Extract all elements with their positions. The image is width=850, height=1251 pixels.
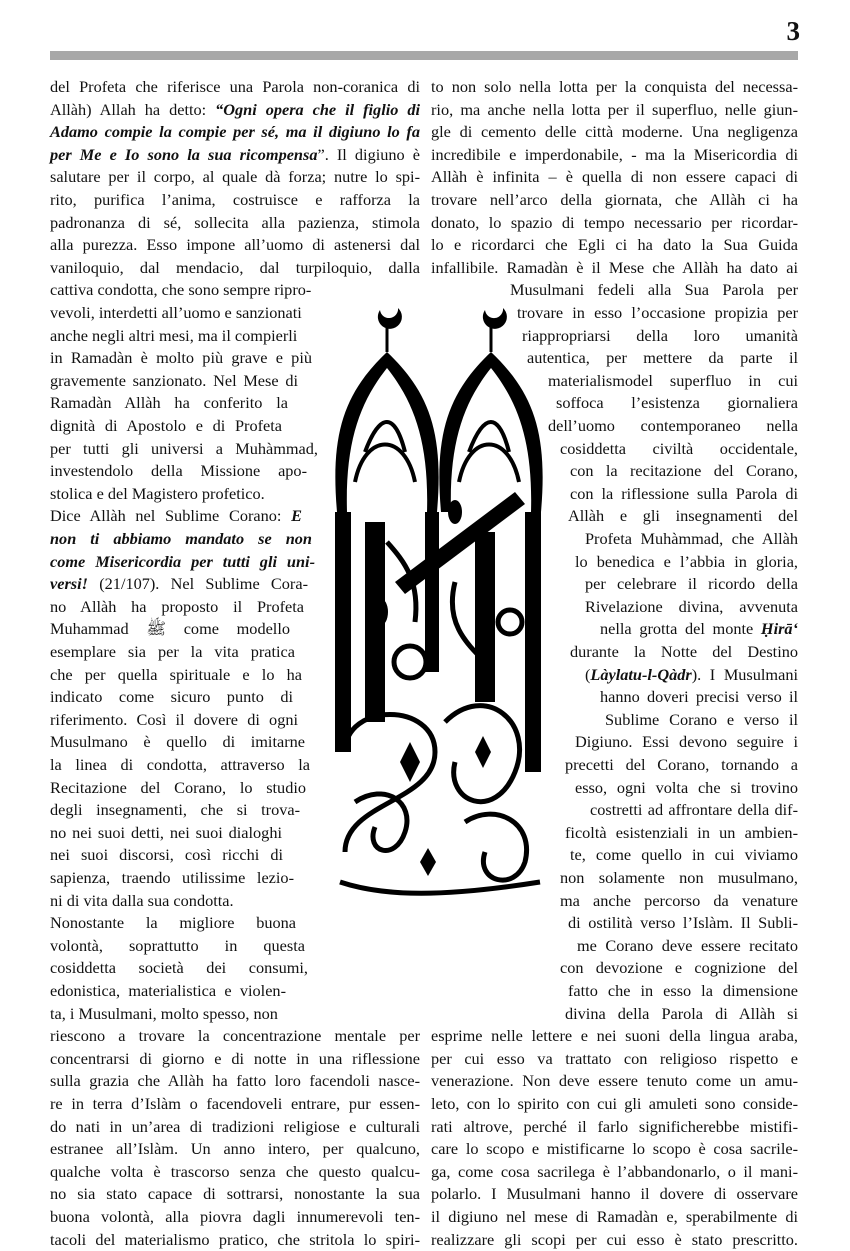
right-line [510,279,798,301]
left-line [50,279,340,301]
body-text: venerazione. Non deve essere tenuto come un amu- [431,1071,798,1091]
body-text: qualche volta è trascorso senza che questo qualcu- [50,1161,420,1181]
left-line [50,415,282,437]
body-text: ( [585,664,591,684]
left-line [50,1229,420,1251]
left-line [50,257,420,279]
right-line [570,844,798,866]
body-text: cosiddetta civiltà occidentale, [560,438,798,458]
body-text: Sublime Corano e verso il [605,709,798,729]
emphasis-text: versi! [50,574,88,594]
right-line [585,596,798,618]
right-line [431,1093,798,1115]
left-line [50,460,307,482]
left-line [50,618,290,640]
body-text: esso, ogni volta che si trovino [575,777,798,797]
body-text: volontà, soprattutto in questa [50,935,305,955]
body-text: me Corano deve essere recitato [577,935,798,955]
body-text: divina della Parola di Allàh si [565,1003,798,1023]
left-line [50,483,295,505]
body-text: do nati in un’area di tradizioni religiose e culturali [50,1116,420,1136]
left-line [50,912,296,934]
body-text: per cui esso va trattato con religioso rispetto e [431,1048,798,1068]
body-text: no sia stato capace di sottrarsi, nonostante la sua [50,1184,420,1204]
emphasis-text: per Me e Io sono la sua ricompensa [50,144,318,164]
right-line [585,573,798,595]
right-line [431,1138,798,1160]
body-text: Allàh e gli insegnamenti del [568,506,798,526]
right-line [431,166,798,188]
body-text: estranee all’Islàm. Un anno intero, per qualcuno, [50,1139,420,1159]
right-line [431,1229,798,1251]
body-text: edonistica, materialistica e violen- [50,981,286,1000]
body-text: Dice Allàh nel Sublime Corano: [50,506,292,526]
emphasis-text: Ḥirā‘ [760,619,798,639]
body-text: tacoli del materialismo pratico, che stritola lo spiri- [50,1229,420,1249]
body-text: per celebrare il ricordo della [585,574,798,594]
body-text: hanno doveri precisi verso il [600,687,798,707]
right-line [560,957,798,979]
body-text: in Ramadàn è molto più grave e più [50,348,312,368]
body-text: esprime nelle lettere e nei suoni della lingua araba, [431,1026,798,1046]
right-line [600,618,798,640]
body-text: materialismodel superfluo in cui [548,370,798,390]
left-line [50,370,298,392]
body-text: con devozione e cognizione del [560,958,798,978]
body-text: stolica e del Magistero profetico. [50,483,265,503]
left-line [50,212,420,234]
body-text: rito, purifica l’anima, costruisce e rafforza la [50,190,420,209]
body-text: vevoli, interdetti all’uomo e sanzionati [50,303,302,322]
body-text: Allàh è infinita – è quella di non essere capaci di [431,167,798,187]
left-line [50,980,286,1002]
left-line [50,867,294,889]
right-line [565,754,798,776]
body-text: dignità di Apostolo e di Profeta [50,416,282,435]
body-text: con la recitazione del Corano, [570,461,798,481]
right-line [431,121,798,143]
body-text: Allàh) Allah ha detto: [50,99,216,119]
right-line [431,1048,798,1070]
body-text: anche negli altri mesi, ma il compierli [50,325,298,345]
body-text: soffoca l’esistenza giornaliera [556,393,798,413]
body-text: Musulmani fedeli alla Sua Parola per [510,280,798,300]
right-line [548,370,798,392]
body-text: gle di cemento delle città moderne. Una negligenza [431,122,798,142]
emphasis-text: Làylatu-l-Qàdr [590,664,692,684]
body-text: degli insegnamenti, che si trova- [50,800,300,820]
emphasis-text: come Misericordia per tutti gli uni- [50,551,315,571]
right-line [431,144,798,166]
body-text: to non solo nella lotta per la conquista del necessa- [431,77,798,96]
body-text: precetti del Corano, tornando a [565,755,798,774]
right-line [431,234,798,256]
right-line [431,189,798,211]
left-line [50,754,310,776]
right-line [590,799,798,821]
body-text: alla purezza. Esso impone all’uomo di astenersi dal [50,235,420,255]
left-line [50,1048,420,1070]
body-text: dell’uomo contemporaneo nella [548,416,798,435]
left-line [50,890,292,912]
body-text: gravemente sanzionato. Nel Mese di [50,370,298,390]
right-line [577,935,798,957]
body-text: trovare in esso l’occasione propizia per [517,303,798,322]
body-text: riescono a trovare la concentrazione mentale per [50,1026,420,1046]
body-text: Nonostante la migliore buona [50,913,296,933]
body-text: Rivelazione divina, avvenuta [585,596,798,616]
left-line [50,1138,420,1160]
body-text: polarlo. I Musulmani hanno il dovere di osservare [431,1184,798,1204]
left-line [50,822,282,844]
left-line [50,686,293,708]
left-line [50,99,420,121]
body-text: ma anche percorso da venature [560,890,798,910]
body-text: ga, come cosa sacrilega è l’abbandonarlo, o il mani- [431,1161,798,1181]
body-text: il digiuno nel mese di Ramadàn e, sperabilmente di [431,1207,798,1226]
body-text: Musulmano è quello di imitarne [50,732,305,752]
right-line [568,980,798,1002]
body-text: vaniloquio, dal mendacio, dal turpiloquio, dalla [50,257,420,277]
body-text: riferimento. Così il dovere di ogni [50,709,298,729]
right-line [556,392,798,414]
right-line [517,302,798,324]
right-line [548,415,798,437]
left-line [50,957,308,979]
left-line [50,664,302,686]
left-line [50,709,298,731]
emphasis-text: non ti abbiamo mandato se non [50,529,312,548]
left-line [50,438,318,460]
left-line [50,551,315,573]
body-text: care lo scopo e mistificarne lo scopo è cosa sacrile- [431,1139,798,1159]
left-line [50,1206,420,1228]
body-text: riappropriarsi della loro umanità [522,325,798,345]
right-line [575,731,798,753]
body-text: concentrarsi di giorno e di notte in una riflessione [50,1048,420,1068]
body-text: ). I Musulmani [691,664,798,684]
body-text: te, come quello in cui viviamo [570,845,798,865]
left-line [50,1161,420,1183]
left-line [50,731,305,753]
left-line [50,935,305,957]
right-line [570,460,798,482]
right-line [431,1070,798,1092]
left-line [50,641,295,663]
body-text: Profeta Muhàmmad, che Allàh [585,529,798,548]
right-line [431,1161,798,1183]
body-text: incredibile e imperdonabile, - ma la Misericordia di [431,144,798,164]
left-line [50,302,322,324]
left-line [50,76,420,98]
right-line [560,890,798,912]
right-line [522,325,798,347]
body-text: Muhammad ﷺ come modello [50,619,290,639]
emphasis-text: Adamo compie la compie per sé, ma il digiuno lo fa [50,122,420,142]
body-text: sapienza, traendo utilissime lezio- [50,868,294,887]
body-text: lo e ricordarci che Egli ci ha dato la Sua Guida [431,235,798,255]
right-line [431,1183,798,1205]
body-text: investendolo della Missione apo- [50,461,307,481]
body-text: del Profeta che riferisce una Parola non-coranica di [50,77,420,96]
right-line [431,99,798,121]
right-line [431,212,798,234]
left-line [50,799,300,821]
left-line [50,325,322,347]
body-text: cattiva condotta, che sono sempre ripro- [50,280,312,300]
body-text: re in terra d’Islàm o facendoveli entrare, pur essen- [50,1094,420,1113]
left-line [50,596,304,618]
body-text: no nei suoi detti, nei suoi dialoghi [50,822,282,842]
right-line [431,1025,798,1047]
left-line [50,505,302,527]
body-text: trovare nell’arco della giornata, che Allàh ci ha [431,190,798,209]
right-line [570,483,798,505]
right-line [605,709,798,731]
left-line [50,1003,288,1025]
body-text: ta, i Musulmani, molto spesso, non [50,1003,278,1023]
body-text: con la riflessione sulla Parola di [570,483,798,503]
right-line [431,1116,798,1138]
body-text: Digiuno. Essi devono seguire i [575,732,798,752]
body-text: buona volontà, alla piovra dagli innumerevoli ten- [50,1207,420,1226]
body-text: che per quella spirituale e lo ha [50,664,302,684]
left-line [50,166,420,188]
body-text: (21/107). Nel Sublime Cora- [87,574,308,594]
body-text: per tutti gli universi a Muhàmmad, [50,438,318,458]
body-text: costretti ad affrontare della dif- [590,800,798,820]
body-text: ni di vita dalla sua condotta. [50,890,234,910]
right-line [431,257,798,279]
body-text: Recitazione del Corano, lo studio [50,777,306,797]
body-text: realizzare gli scopi per cui esso è stato prescritto. [431,1229,798,1249]
left-line [50,528,312,550]
left-line [50,144,420,166]
body-text: non solamente non musulmano, [560,868,798,887]
emphasis-text: “Ogni opera che il figlio di [215,99,421,119]
left-line [50,392,288,414]
right-line [570,641,798,663]
right-line [527,347,798,369]
emphasis-text: E [291,506,302,526]
left-line [50,1116,420,1138]
right-line [565,822,798,844]
right-line [560,438,798,460]
body-text: nella grotta del monte [600,619,761,639]
body-text: Ramadàn Allàh ha conferito la [50,393,288,413]
body-text: leto, con lo spirito con cui gli amuleti sono conside- [431,1094,798,1113]
body-text: cosiddetta società dei consumi, [50,958,308,978]
left-line [50,844,283,866]
right-line [431,1206,798,1228]
body-text: durante la Notte del Destino [570,642,798,661]
left-line [50,777,306,799]
left-line [50,189,420,211]
body-text: lo benedica e l’abbia in gloria, [575,551,798,571]
body-text: sulla grazia che Allàh ha fatto loro facendoli nasce- [50,1071,420,1091]
body-text: salutare per il corpo, al quale dà forza; nutre lo spi- [50,167,420,187]
left-line [50,1070,420,1092]
left-line [50,347,312,369]
left-line [50,121,420,143]
left-line [50,234,420,256]
right-line [560,867,798,889]
right-line [585,664,798,686]
body-text: rio, ma anche nella lotta per il superfluo, nelle giun- [431,99,798,119]
right-line [600,686,798,708]
body-text: ficoltà esistenziali in un ambien- [565,822,798,842]
body-text: fatto che in esso la dimensione [568,981,798,1000]
body-text: ”. Il digiuno è [317,144,420,164]
right-line [568,912,798,934]
body-text: di ostilità verso l’Islàm. Il Subli- [568,913,798,933]
left-line [50,1183,420,1205]
left-line [50,1093,420,1115]
right-line [568,505,798,527]
body-text: padronanza di sé, sollecita alla pazienza, stimola [50,212,420,232]
right-line [585,528,798,550]
body-text: esemplare sia per la vita pratica [50,642,295,661]
body-text: rati altrove, perché il farlo significherebbe mistifi- [431,1116,798,1136]
right-line [575,777,798,799]
right-line [565,1003,798,1025]
body-text: indicato come sicuro punto di [50,687,293,707]
body-text: la linea di condotta, attraverso la [50,755,310,774]
body-text: no Allàh ha proposto il Profeta [50,596,304,616]
left-line [50,573,308,595]
right-line [575,551,798,573]
right-line [431,76,798,98]
body-text: donato, lo spazio di tempo necessario per ricordar- [431,212,798,232]
body-text: nei suoi discorsi, così ricchi di [50,845,283,865]
page-number: 3 [786,16,800,46]
left-line [50,1025,420,1047]
body-text: infallibile. Ramadàn è il Mese che Allàh ha dato ai [431,257,798,277]
body-text: autentica, per mettere da parte il [527,348,798,368]
